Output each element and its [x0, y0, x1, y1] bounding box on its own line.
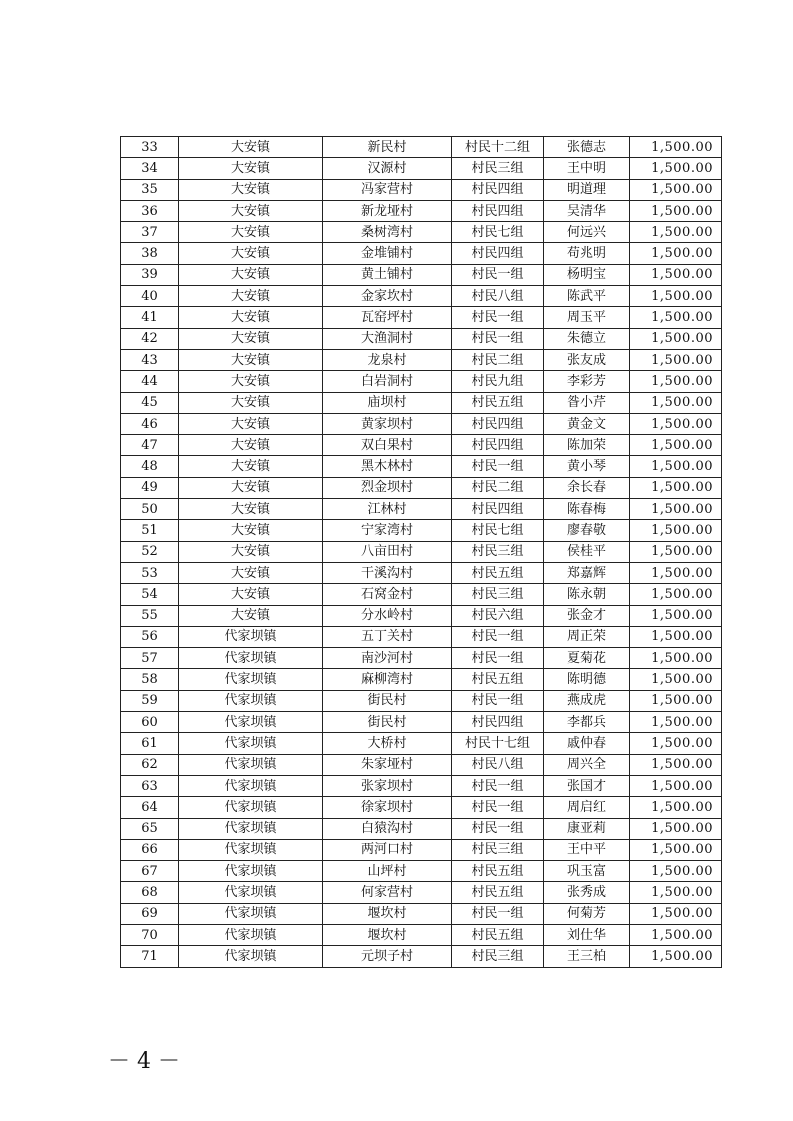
cell-person-name: 黄金文	[544, 413, 630, 434]
cell-village: 山坪村	[323, 861, 452, 882]
table-row	[121, 200, 722, 221]
cell-number: 65	[121, 818, 179, 839]
cell-village: 堰坎村	[323, 903, 452, 924]
cell-village: 宁家湾村	[323, 520, 452, 541]
cell-town: 大安镇	[179, 179, 323, 200]
table-row	[121, 712, 722, 733]
cell-town: 大安镇	[179, 562, 323, 583]
cell-village: 黄土铺村	[323, 264, 452, 285]
cell-town: 代家坝镇	[179, 924, 323, 945]
cell-town: 大安镇	[179, 349, 323, 370]
table-row	[121, 328, 722, 349]
cell-person-name: 张金才	[544, 605, 630, 626]
cell-person-name: 张友成	[544, 349, 630, 370]
cell-number: 59	[121, 690, 179, 711]
cell-town: 大安镇	[179, 328, 323, 349]
cell-person-name: 康亚莉	[544, 818, 630, 839]
table-row	[121, 541, 722, 562]
cell-amount: 1,500.00	[630, 371, 722, 392]
cell-village: 新龙垭村	[323, 200, 452, 221]
cell-person-name: 郑嘉辉	[544, 562, 630, 583]
cell-town: 大安镇	[179, 456, 323, 477]
cell-town: 大安镇	[179, 137, 323, 158]
cell-amount: 1,500.00	[630, 520, 722, 541]
cell-group: 村民一组	[452, 818, 544, 839]
cell-number: 54	[121, 584, 179, 605]
table-body	[121, 137, 722, 968]
cell-amount: 1,500.00	[630, 243, 722, 264]
table-row	[121, 733, 722, 754]
cell-number: 55	[121, 605, 179, 626]
cell-amount: 1,500.00	[630, 754, 722, 775]
cell-village: 八亩田村	[323, 541, 452, 562]
cell-group: 村民四组	[452, 712, 544, 733]
cell-person-name: 陈加荣	[544, 435, 630, 456]
cell-amount: 1,500.00	[630, 456, 722, 477]
cell-person-name: 侯桂平	[544, 541, 630, 562]
cell-person-name: 周正荣	[544, 626, 630, 647]
cell-town: 代家坝镇	[179, 754, 323, 775]
cell-town: 代家坝镇	[179, 733, 323, 754]
cell-town: 代家坝镇	[179, 712, 323, 733]
cell-number: 70	[121, 924, 179, 945]
table-row	[121, 456, 722, 477]
cell-person-name: 周玉平	[544, 307, 630, 328]
cell-number: 57	[121, 648, 179, 669]
cell-number: 34	[121, 158, 179, 179]
cell-person-name: 张德志	[544, 137, 630, 158]
cell-group: 村民五组	[452, 924, 544, 945]
table-row	[121, 413, 722, 434]
table-row	[121, 264, 722, 285]
cell-amount: 1,500.00	[630, 712, 722, 733]
cell-number: 35	[121, 179, 179, 200]
cell-amount: 1,500.00	[630, 605, 722, 626]
table-row	[121, 690, 722, 711]
cell-amount: 1,500.00	[630, 435, 722, 456]
cell-group: 村民一组	[452, 648, 544, 669]
cell-village: 张家坝村	[323, 775, 452, 796]
cell-person-name: 王三柏	[544, 946, 630, 967]
cell-group: 村民三组	[452, 946, 544, 967]
table-row	[121, 648, 722, 669]
cell-village: 石窝金村	[323, 584, 452, 605]
cell-person-name: 夏菊花	[544, 648, 630, 669]
cell-village: 烈金坝村	[323, 477, 452, 498]
cell-village: 龙泉村	[323, 349, 452, 370]
cell-number: 44	[121, 371, 179, 392]
cell-person-name: 张国才	[544, 775, 630, 796]
cell-number: 53	[121, 562, 179, 583]
cell-amount: 1,500.00	[630, 818, 722, 839]
table-row	[121, 626, 722, 647]
cell-village: 堰坎村	[323, 924, 452, 945]
cell-amount: 1,500.00	[630, 222, 722, 243]
cell-group: 村民五组	[452, 861, 544, 882]
cell-person-name: 吴清华	[544, 200, 630, 221]
cell-group: 村民五组	[452, 562, 544, 583]
cell-person-name: 刘仕华	[544, 924, 630, 945]
table-row	[121, 861, 722, 882]
cell-person-name: 陈永朝	[544, 584, 630, 605]
cell-number: 39	[121, 264, 179, 285]
cell-group: 村民三组	[452, 584, 544, 605]
cell-amount: 1,500.00	[630, 733, 722, 754]
cell-amount: 1,500.00	[630, 562, 722, 583]
cell-group: 村民三组	[452, 839, 544, 860]
cell-town: 大安镇	[179, 477, 323, 498]
cell-number: 47	[121, 435, 179, 456]
cell-person-name: 朱德立	[544, 328, 630, 349]
table-row	[121, 669, 722, 690]
cell-village: 元坝子村	[323, 946, 452, 967]
cell-amount: 1,500.00	[630, 349, 722, 370]
table-row	[121, 158, 722, 179]
cell-group: 村民十二组	[452, 137, 544, 158]
cell-group: 村民四组	[452, 179, 544, 200]
cell-town: 代家坝镇	[179, 946, 323, 967]
cell-village: 汉源村	[323, 158, 452, 179]
cell-town: 代家坝镇	[179, 690, 323, 711]
table-row	[121, 605, 722, 626]
cell-amount: 1,500.00	[630, 839, 722, 860]
cell-amount: 1,500.00	[630, 626, 722, 647]
cell-village: 街民村	[323, 712, 452, 733]
cell-group: 村民一组	[452, 307, 544, 328]
cell-village: 干溪沟村	[323, 562, 452, 583]
cell-town: 大安镇	[179, 264, 323, 285]
cell-person-name: 余长春	[544, 477, 630, 498]
cell-number: 33	[121, 137, 179, 158]
cell-group: 村民四组	[452, 243, 544, 264]
cell-group: 村民五组	[452, 669, 544, 690]
cell-village: 麻柳湾村	[323, 669, 452, 690]
cell-village: 五丁关村	[323, 626, 452, 647]
cell-person-name: 何远兴	[544, 222, 630, 243]
cell-group: 村民三组	[452, 541, 544, 562]
cell-village: 大桥村	[323, 733, 452, 754]
table-row	[121, 137, 722, 158]
cell-person-name: 陈武平	[544, 286, 630, 307]
cell-village: 白岩洞村	[323, 371, 452, 392]
table-row	[121, 243, 722, 264]
cell-amount: 1,500.00	[630, 903, 722, 924]
cell-group: 村民七组	[452, 222, 544, 243]
cell-group: 村民八组	[452, 286, 544, 307]
cell-town: 大安镇	[179, 584, 323, 605]
cell-amount: 1,500.00	[630, 200, 722, 221]
cell-town: 大安镇	[179, 286, 323, 307]
table-row	[121, 222, 722, 243]
cell-town: 大安镇	[179, 435, 323, 456]
cell-amount: 1,500.00	[630, 392, 722, 413]
cell-number: 61	[121, 733, 179, 754]
table-row	[121, 286, 722, 307]
cell-group: 村民五组	[452, 392, 544, 413]
cell-amount: 1,500.00	[630, 584, 722, 605]
cell-amount: 1,500.00	[630, 286, 722, 307]
table-row	[121, 520, 722, 541]
cell-village: 朱家垭村	[323, 754, 452, 775]
cell-number: 52	[121, 541, 179, 562]
table-row	[121, 562, 722, 583]
cell-village: 大渔洞村	[323, 328, 452, 349]
cell-number: 64	[121, 797, 179, 818]
table-row	[121, 882, 722, 903]
cell-number: 63	[121, 775, 179, 796]
cell-amount: 1,500.00	[630, 648, 722, 669]
cell-person-name: 苟兆明	[544, 243, 630, 264]
cell-number: 43	[121, 349, 179, 370]
cell-group: 村民四组	[452, 435, 544, 456]
cell-number: 60	[121, 712, 179, 733]
cell-village: 金家坎村	[323, 286, 452, 307]
cell-group: 村民一组	[452, 328, 544, 349]
cell-group: 村民八组	[452, 754, 544, 775]
cell-number: 42	[121, 328, 179, 349]
cell-village: 金堆铺村	[323, 243, 452, 264]
cell-group: 村民一组	[452, 903, 544, 924]
cell-town: 代家坝镇	[179, 839, 323, 860]
cell-number: 41	[121, 307, 179, 328]
cell-group: 村民四组	[452, 413, 544, 434]
cell-person-name: 陈明德	[544, 669, 630, 690]
cell-town: 大安镇	[179, 605, 323, 626]
cell-person-name: 黄小琴	[544, 456, 630, 477]
cell-amount: 1,500.00	[630, 797, 722, 818]
cell-amount: 1,500.00	[630, 669, 722, 690]
cell-number: 40	[121, 286, 179, 307]
cell-town: 大安镇	[179, 222, 323, 243]
cell-town: 代家坝镇	[179, 775, 323, 796]
cell-person-name: 李彩芳	[544, 371, 630, 392]
cell-amount: 1,500.00	[630, 541, 722, 562]
cell-village: 分水岭村	[323, 605, 452, 626]
cell-group: 村民一组	[452, 690, 544, 711]
cell-village: 黑木林村	[323, 456, 452, 477]
cell-group: 村民五组	[452, 882, 544, 903]
cell-number: 56	[121, 626, 179, 647]
cell-town: 代家坝镇	[179, 797, 323, 818]
cell-person-name: 王中明	[544, 158, 630, 179]
cell-town: 大安镇	[179, 541, 323, 562]
cell-number: 51	[121, 520, 179, 541]
cell-person-name: 明道理	[544, 179, 630, 200]
cell-town: 大安镇	[179, 243, 323, 264]
cell-person-name: 昝小芹	[544, 392, 630, 413]
cell-number: 71	[121, 946, 179, 967]
cell-village: 何家营村	[323, 882, 452, 903]
cell-town: 大安镇	[179, 520, 323, 541]
table-row	[121, 584, 722, 605]
cell-group: 村民二组	[452, 349, 544, 370]
cell-village: 新民村	[323, 137, 452, 158]
cell-group: 村民二组	[452, 477, 544, 498]
table-row	[121, 924, 722, 945]
cell-amount: 1,500.00	[630, 328, 722, 349]
cell-amount: 1,500.00	[630, 179, 722, 200]
cell-group: 村民三组	[452, 158, 544, 179]
cell-amount: 1,500.00	[630, 158, 722, 179]
cell-person-name: 巩玉富	[544, 861, 630, 882]
cell-group: 村民四组	[452, 499, 544, 520]
cell-number: 67	[121, 861, 179, 882]
table-row	[121, 477, 722, 498]
cell-person-name: 王中平	[544, 839, 630, 860]
cell-amount: 1,500.00	[630, 264, 722, 285]
cell-village: 街民村	[323, 690, 452, 711]
cell-number: 45	[121, 392, 179, 413]
page-number: － 4 －	[108, 1049, 180, 1074]
cell-village: 江林村	[323, 499, 452, 520]
cell-village: 黄家坝村	[323, 413, 452, 434]
cell-village: 南沙河村	[323, 648, 452, 669]
cell-group: 村民六组	[452, 605, 544, 626]
cell-amount: 1,500.00	[630, 882, 722, 903]
cell-town: 大安镇	[179, 158, 323, 179]
cell-group: 村民一组	[452, 456, 544, 477]
cell-person-name: 何菊芳	[544, 903, 630, 924]
cell-group: 村民十七组	[452, 733, 544, 754]
cell-group: 村民九组	[452, 371, 544, 392]
table-row	[121, 371, 722, 392]
cell-village: 庙坝村	[323, 392, 452, 413]
cell-town: 代家坝镇	[179, 903, 323, 924]
cell-person-name: 周兴全	[544, 754, 630, 775]
table-row	[121, 797, 722, 818]
cell-amount: 1,500.00	[630, 946, 722, 967]
cell-town: 大安镇	[179, 413, 323, 434]
cell-town: 大安镇	[179, 392, 323, 413]
cell-group: 村民一组	[452, 264, 544, 285]
cell-town: 大安镇	[179, 499, 323, 520]
cell-village: 冯家营村	[323, 179, 452, 200]
table-row	[121, 903, 722, 924]
cell-town: 代家坝镇	[179, 669, 323, 690]
cell-village: 徐家坝村	[323, 797, 452, 818]
cell-person-name: 杨明宝	[544, 264, 630, 285]
cell-person-name: 李都兵	[544, 712, 630, 733]
cell-town: 代家坝镇	[179, 648, 323, 669]
cell-amount: 1,500.00	[630, 861, 722, 882]
cell-amount: 1,500.00	[630, 775, 722, 796]
cell-person-name: 燕成虎	[544, 690, 630, 711]
cell-amount: 1,500.00	[630, 690, 722, 711]
cell-amount: 1,500.00	[630, 307, 722, 328]
table-row	[121, 435, 722, 456]
table-row	[121, 499, 722, 520]
table-row	[121, 349, 722, 370]
table-row	[121, 754, 722, 775]
cell-group: 村民七组	[452, 520, 544, 541]
table-row	[121, 179, 722, 200]
cell-amount: 1,500.00	[630, 137, 722, 158]
cell-number: 46	[121, 413, 179, 434]
cell-amount: 1,500.00	[630, 499, 722, 520]
cell-number: 58	[121, 669, 179, 690]
cell-town: 代家坝镇	[179, 861, 323, 882]
cell-number: 66	[121, 839, 179, 860]
cell-village: 瓦窑坪村	[323, 307, 452, 328]
cell-person-name: 陈春梅	[544, 499, 630, 520]
cell-town: 代家坝镇	[179, 818, 323, 839]
cell-group: 村民四组	[452, 200, 544, 221]
cell-number: 48	[121, 456, 179, 477]
cell-number: 62	[121, 754, 179, 775]
cell-number: 50	[121, 499, 179, 520]
cell-town: 大安镇	[179, 371, 323, 392]
subsidy-table	[120, 136, 722, 968]
table-row	[121, 307, 722, 328]
cell-number: 49	[121, 477, 179, 498]
cell-amount: 1,500.00	[630, 924, 722, 945]
cell-village: 两河口村	[323, 839, 452, 860]
cell-person-name: 廖春敬	[544, 520, 630, 541]
cell-group: 村民一组	[452, 626, 544, 647]
cell-number: 69	[121, 903, 179, 924]
cell-village: 桑树湾村	[323, 222, 452, 243]
cell-town: 大安镇	[179, 307, 323, 328]
table-row	[121, 392, 722, 413]
cell-person-name: 戚仲春	[544, 733, 630, 754]
cell-village: 白猿沟村	[323, 818, 452, 839]
table-row	[121, 839, 722, 860]
cell-village: 双白果村	[323, 435, 452, 456]
cell-number: 38	[121, 243, 179, 264]
cell-person-name: 张秀成	[544, 882, 630, 903]
cell-group: 村民一组	[452, 775, 544, 796]
cell-number: 37	[121, 222, 179, 243]
cell-group: 村民一组	[452, 797, 544, 818]
cell-amount: 1,500.00	[630, 413, 722, 434]
table-row	[121, 818, 722, 839]
cell-number: 36	[121, 200, 179, 221]
cell-person-name: 周启红	[544, 797, 630, 818]
cell-town: 代家坝镇	[179, 626, 323, 647]
cell-town: 代家坝镇	[179, 882, 323, 903]
table-row	[121, 775, 722, 796]
cell-amount: 1,500.00	[630, 477, 722, 498]
table-row	[121, 946, 722, 967]
cell-number: 68	[121, 882, 179, 903]
cell-town: 大安镇	[179, 200, 323, 221]
